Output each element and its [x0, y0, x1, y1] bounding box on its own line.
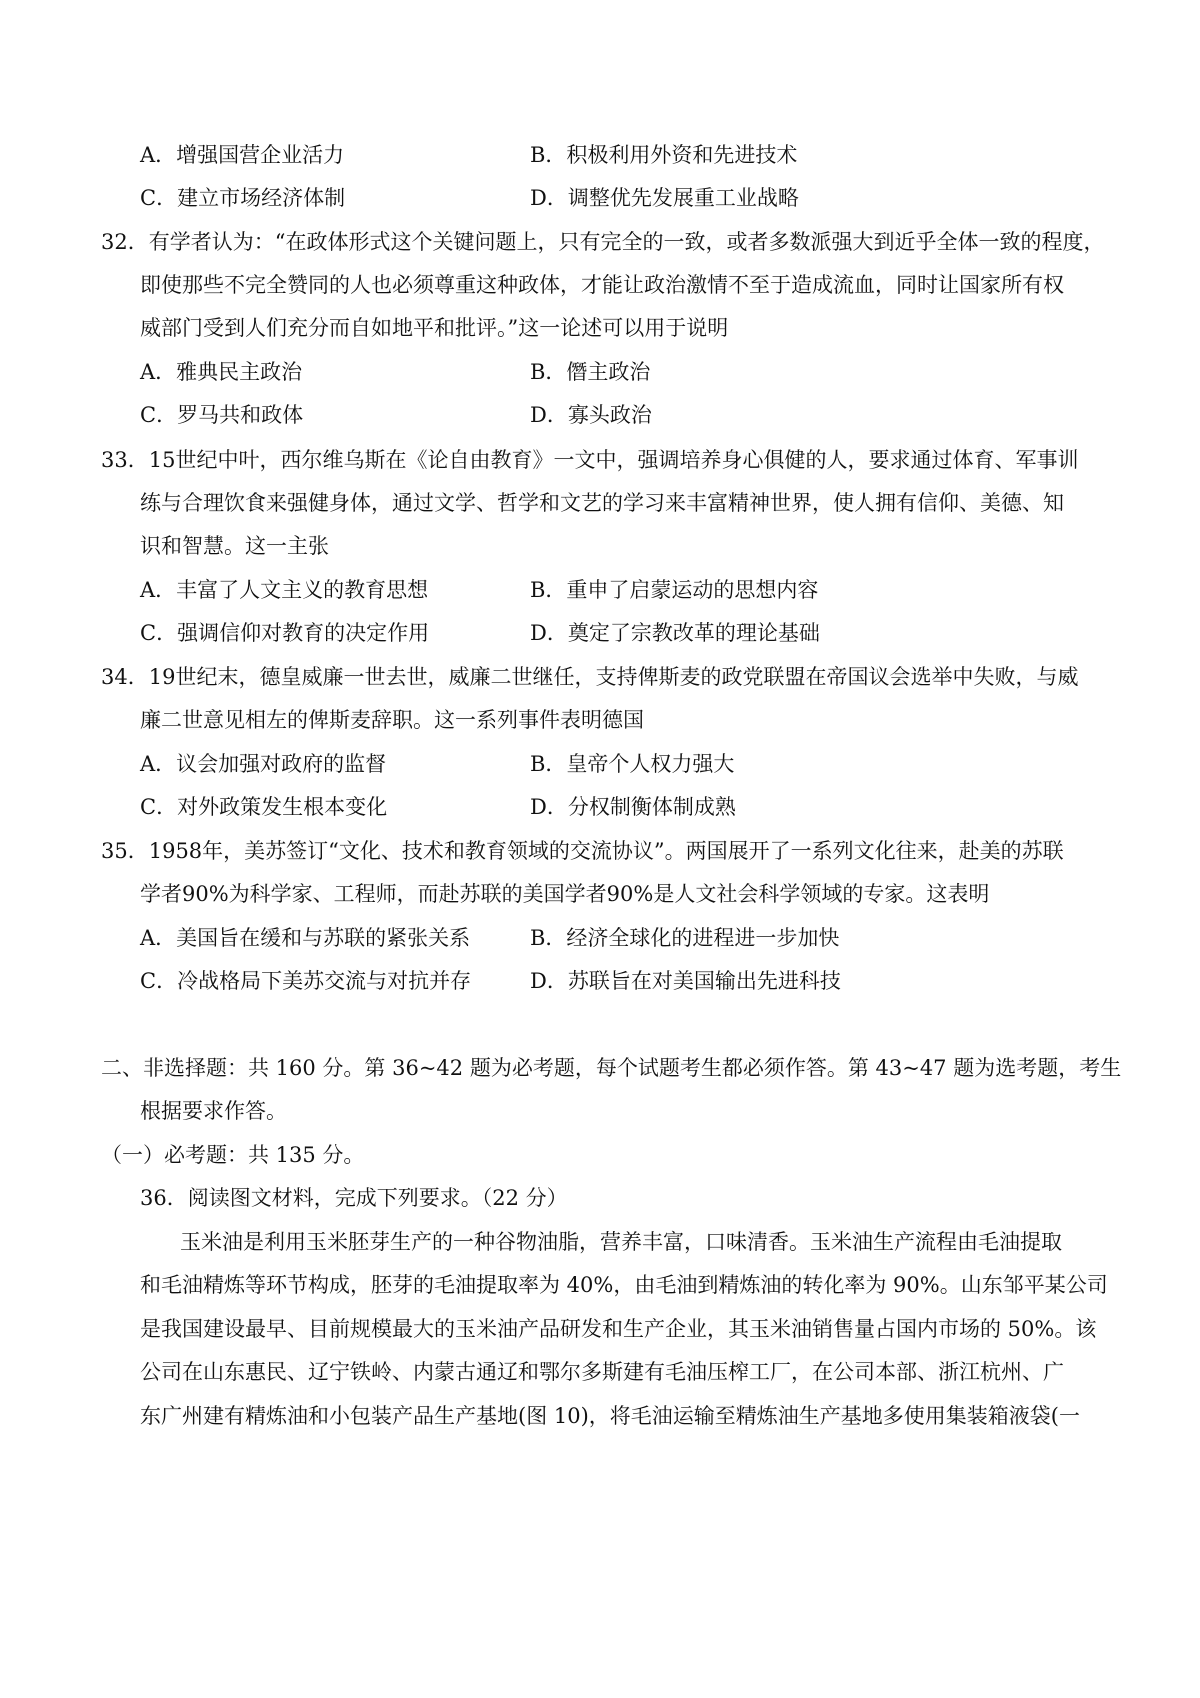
- q32-option-a: A．雅典民主政治: [140, 360, 303, 384]
- q36-passage-line: 是我国建设最早、目前规模最大的玉米油产品研发和生产企业，其玉米油销售量占国内市场的 50%。该: [140, 1317, 1097, 1341]
- q33-option-c: C．强调信仰对教育的决定作用: [140, 621, 430, 645]
- section-heading-line: 根据要求作答。: [140, 1099, 287, 1123]
- q31-option-a: A．增强国营企业活力: [140, 143, 345, 167]
- q34-option-b: B．皇帝个人权力强大: [530, 752, 735, 776]
- q32-stem-line: 32．有学者认为：“在政体形式这个关键问题上，只有完全的一致，或者多数派强大到近乎全体一致的程度，: [101, 230, 1105, 254]
- section-heading-line: 二、非选择题：共 160 分。第 36~42 题为必考题，每个试题考生都必须作答。第 43~47 题为选考题，考生: [101, 1056, 1122, 1080]
- q36-passage-line: 公司在山东惠民、辽宁铁岭、内蒙古通辽和鄂尔多斯建有毛油压榨工厂，在公司本部、浙江杭州、广: [140, 1360, 1064, 1384]
- q31-option-b: B．积极利用外资和先进技术: [530, 143, 798, 167]
- q34-stem-line: 34．19世纪末，德皇威廉一世去世，威廉二世继任，支持俾斯麦的政党联盟在帝国议会选举中失败，与威: [101, 665, 1079, 689]
- q34-stem-line: 廉二世意见相左的俾斯麦辞职。这一系列事件表明德国: [140, 708, 644, 732]
- q35-stem-line: 35．1958年，美苏签订“文化、技术和教育领域的交流协议”。两国展开了一系列文化往来，赴美的苏联: [101, 839, 1064, 863]
- q35-option-c: C．冷战格局下美苏交流与对抗并存: [140, 969, 472, 993]
- q32-stem-line: 威部门受到人们充分而自如地平和批评。”这一论述可以用于说明: [140, 316, 729, 340]
- q34-option-c: C．对外政策发生根本变化: [140, 795, 388, 819]
- q34-option-d: D．分权制衡体制成熟: [530, 795, 736, 819]
- subsection-heading: （一）必考题：共 135 分。: [101, 1143, 365, 1167]
- q35-option-b: B．经济全球化的进程进一步加快: [530, 926, 840, 950]
- q33-option-a: A．丰富了人文主义的教育思想: [140, 578, 429, 602]
- q32-option-b: B．僭主政治: [530, 360, 651, 384]
- q33-stem-line: 练与合理饮食来强健身体，通过文学、哲学和文艺的学习来丰富精神世界，使人拥有信仰、美德、知: [140, 491, 1064, 515]
- q33-option-b: B．重申了启蒙运动的思想内容: [530, 578, 819, 602]
- q35-option-d: D．苏联旨在对美国输出先进科技: [530, 969, 841, 993]
- q31-option-d: D．调整优先发展重工业战略: [530, 186, 799, 210]
- q33-stem-line: 识和智慧。这一主张: [140, 534, 329, 558]
- q31-option-c: C．建立市场经济体制: [140, 186, 346, 210]
- q35-stem-line: 学者90%为科学家、工程师，而赴苏联的美国学者90%是人文社会科学领域的专家。这表明: [140, 882, 990, 906]
- q32-option-c: C．罗马共和政体: [140, 403, 304, 427]
- q34-option-a: A．议会加强对政府的监督: [140, 752, 387, 776]
- q35-option-a: A．美国旨在缓和与苏联的紧张关系: [140, 926, 471, 950]
- q36-title: 36．阅读图文材料，完成下列要求。（22 分）: [140, 1186, 568, 1210]
- q32-option-d: D．寡头政治: [530, 403, 652, 427]
- q36-passage-line: 东广州建有精炼油和小包装产品生产基地(图 10)，将毛油运输至精炼油生产基地多使用集装箱液袋(一: [140, 1404, 1080, 1428]
- q33-option-d: D．奠定了宗教改革的理论基础: [530, 621, 820, 645]
- q36-passage-line: 和毛油精炼等环节构成，胚芽的毛油提取率为 40%，由毛油到精炼油的转化率为 90%。山东邹平某公司: [140, 1273, 1108, 1297]
- q36-passage-line: 玉米油是利用玉米胚芽生产的一种谷物油脂，营养丰富，口味清香。玉米油生产流程由毛油提取: [180, 1230, 1062, 1254]
- q33-stem-line: 33．15世纪中叶，西尔维乌斯在《论自由教育》一文中，强调培养身心俱健的人，要求通过体育、军事训: [101, 448, 1079, 472]
- q32-stem-line: 即使那些不完全赞同的人也必须尊重这种政体，才能让政治激情不至于造成流血，同时让国家所有权: [140, 273, 1064, 297]
